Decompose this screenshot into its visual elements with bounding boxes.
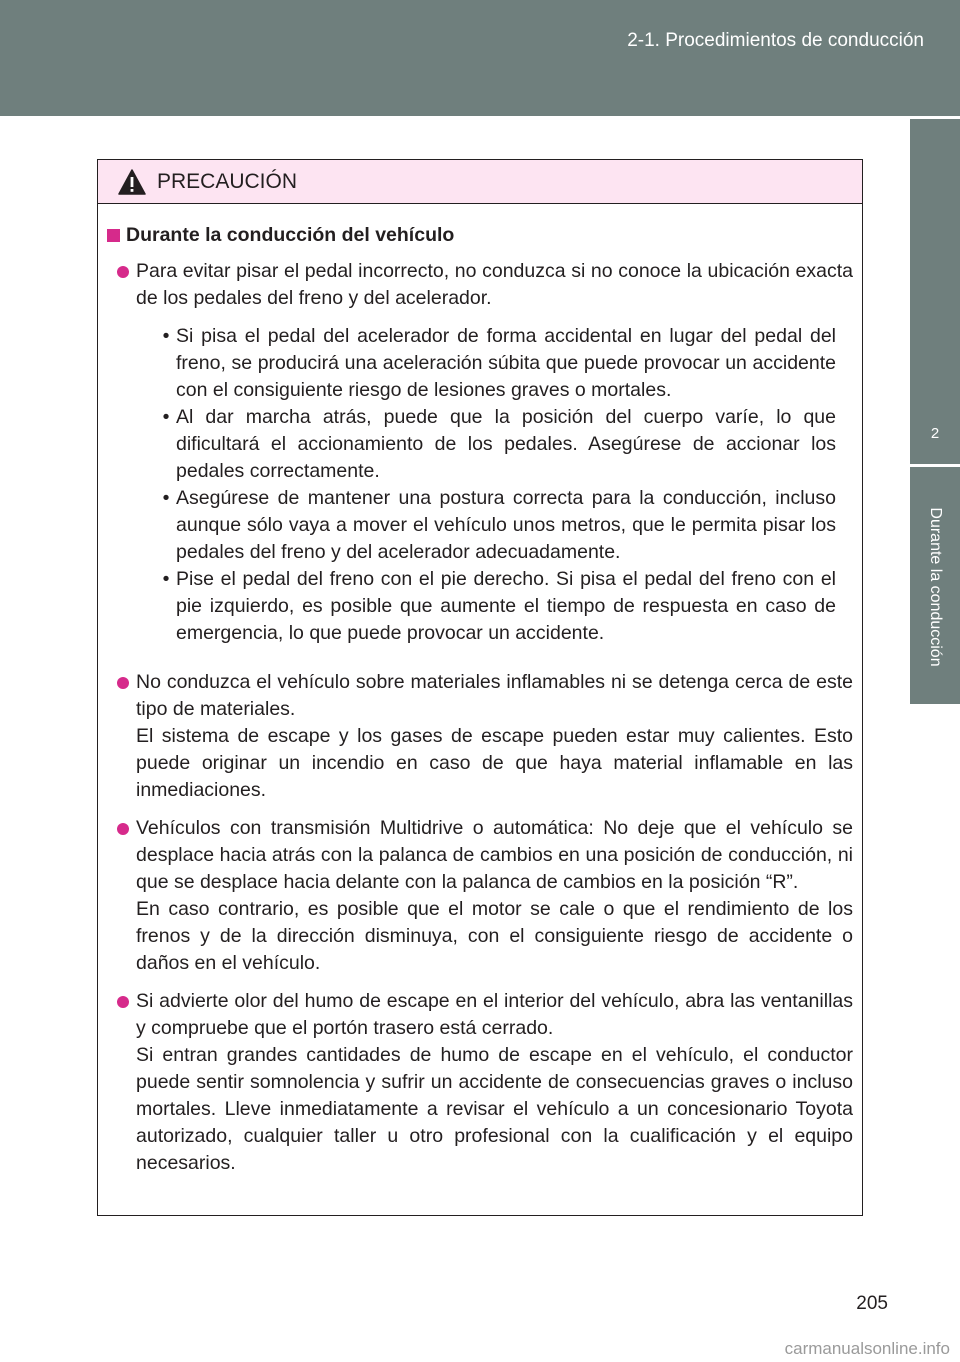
caution-items — [107, 258, 853, 1177]
bullet-dot-icon: • — [162, 568, 170, 590]
list-item — [107, 988, 853, 1177]
caution-content — [98, 204, 862, 1177]
caution-header — [98, 160, 862, 204]
section-title: 2-1. Procedimientos de conducción — [627, 30, 924, 51]
list-item — [107, 815, 853, 977]
chapter-number-box — [910, 116, 960, 464]
chapter-label: Durante la conducción — [927, 507, 944, 667]
square-bullet-icon — [107, 229, 120, 242]
warning-triangle-icon — [118, 169, 146, 195]
paragraph: Vehículos con transmisión Multidrive o automática: No deje que el vehículo se desplace hacia atrás con la palanca de cambios en una posición de conducción, ni que se desplace hacia delante con la palanca de cambios en la posición “R”. — [136, 817, 853, 893]
sub-item-text: Pise el pedal del freno con el pie derecho. Si pisa el pedal del freno con el pie izquierdo, es posible que aumente el tiempo de respuesta en caso de emergencia, lo que puede provocar un accidente. — [176, 568, 836, 644]
sub-list — [156, 323, 836, 647]
chapter-label-box — [910, 464, 960, 704]
heading-text: Durante la conducción del vehículo — [126, 224, 455, 246]
sub-list-item — [156, 323, 836, 404]
paragraph: Si advierte olor del humo de escape en el interior del vehículo, abra las ventanillas y compruebe que el portón trasero está cerrado. — [136, 990, 853, 1039]
round-bullet-icon — [117, 266, 129, 278]
list-item — [107, 669, 853, 804]
bullet-dot-icon: • — [162, 406, 170, 428]
sub-list-item — [156, 485, 836, 566]
item-text — [136, 669, 853, 804]
watermark: carmanualsonline.info — [784, 1339, 950, 1358]
paragraph: En caso contrario, es posible que el motor se cale o que el rendimiento de los frenos y de la dirección disminuya, con el consiguiente riesgo de accidente o daños en el vehículo. — [136, 898, 853, 974]
caution-heading — [107, 222, 853, 249]
paragraph: Para evitar pisar el pedal incorrecto, no conduzca si no conoce la ubicación exacta de los pedales del freno y del acelerador. — [136, 260, 853, 309]
caution-box — [97, 159, 863, 1216]
paragraph: El sistema de escape y los gases de escape pueden estar muy calientes. Esto puede originar un incendio en caso de que haya material inflamable en las inmediaciones. — [136, 725, 853, 801]
chapter-number: 2 — [930, 425, 940, 442]
round-bullet-icon — [117, 823, 129, 835]
list-item — [107, 258, 853, 658]
round-bullet-icon — [117, 996, 129, 1008]
item-text — [136, 815, 853, 977]
sub-item-text: Al dar marcha atrás, puede que la posición del cuerpo varíe, lo que dificultará el accionamiento de los pedales. Asegúrese de accionar los pedales correctamente. — [176, 406, 836, 482]
bullet-dot-icon: • — [162, 487, 170, 509]
bullet-dot-icon: • — [162, 325, 170, 347]
item-text — [136, 988, 853, 1177]
chapter-tab — [910, 116, 960, 704]
paragraph: Si entran grandes cantidades de humo de escape en el vehículo, el conductor puede sentir somnolencia y sufrir un accidente de consecuencias graves o incluso mortales. Lleve inmediatamente a revisar el vehículo a un concesionario Toyota autorizado, cualquier taller u otro profesional con la cualificación y el equipo necesarios. — [136, 1044, 853, 1174]
sub-list-item — [156, 566, 836, 647]
round-bullet-icon — [117, 677, 129, 689]
sub-item-text: Asegúrese de mantener una postura correcta para la conducción, incluso aunque sólo vaya a mover el vehículo unos metros, que le permita pisar los pedales del freno y del acelerador adecuadamente. — [176, 487, 836, 563]
item-text — [136, 258, 853, 658]
page-header — [0, 0, 960, 116]
page-number: 205 — [856, 1293, 888, 1314]
sub-item-text: Si pisa el pedal del acelerador de forma accidental en lugar del pedal del freno, se producirá una aceleración súbita que puede provocar un accidente con el consiguiente riesgo de lesiones graves o mortales. — [176, 325, 836, 401]
sub-list-item — [156, 404, 836, 485]
caution-title: PRECAUCIÓN — [157, 169, 298, 193]
paragraph: No conduzca el vehículo sobre materiales inflamables ni se detenga cerca de este tipo de materiales. — [136, 671, 853, 720]
